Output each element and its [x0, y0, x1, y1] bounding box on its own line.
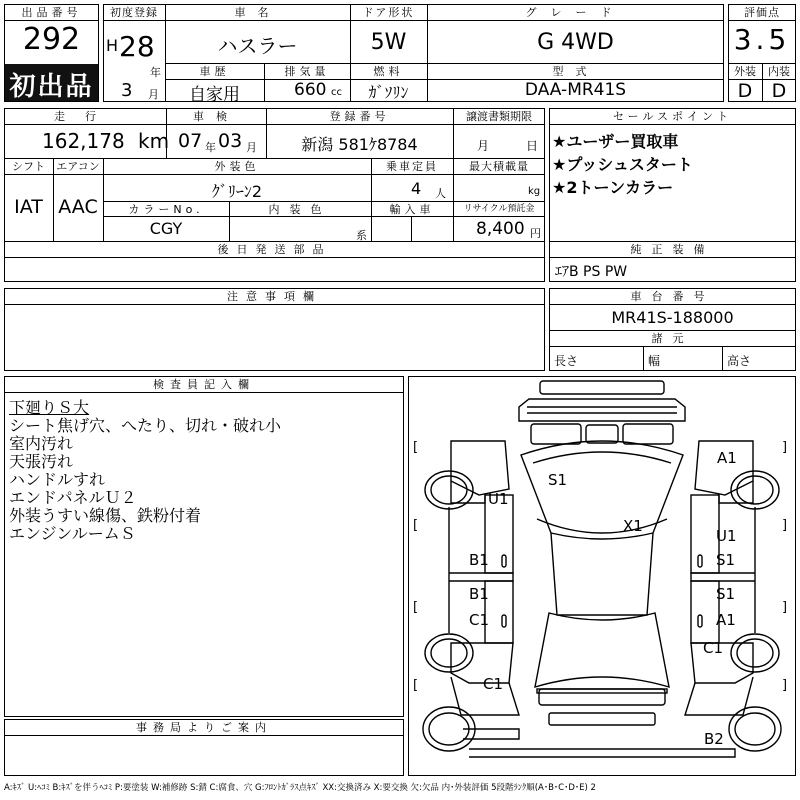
chassis-number: MR41S-188000: [611, 308, 734, 327]
height-label: 高さ: [727, 354, 752, 368]
transfer-label: 譲渡書類期限: [466, 110, 532, 123]
inspection-month-unit: 月: [246, 141, 257, 154]
inspector-line: ハンドルすれ: [9, 470, 106, 489]
model-label: 型式: [552, 65, 599, 78]
chassis-label: 車台番号: [630, 290, 715, 303]
damage-mark: B2: [704, 730, 724, 748]
era: H: [106, 36, 119, 55]
damage-mark: C1: [469, 611, 490, 629]
first-reg-label: 初度登録: [110, 6, 158, 19]
damage-mark: X1: [623, 517, 643, 535]
notes-label: 注意事項欄: [227, 290, 322, 303]
inspection-year-unit: 年: [205, 141, 216, 154]
fuel-label: 燃料: [373, 65, 404, 78]
model-code: DAA-MR41S: [524, 80, 627, 100]
inspection-year: 07: [178, 130, 203, 152]
inspector-label: 検査員記入欄: [153, 378, 255, 391]
load-label: 最大積載量: [469, 160, 529, 173]
inspector-line: 室内汚れ: [9, 434, 74, 453]
inspector-line: シート焦げ穴、へたり、切れ・破れ小: [9, 416, 282, 435]
transfer-day: 日: [526, 139, 539, 153]
bracket-mark: [: [413, 440, 419, 455]
bracket-mark: ]: [782, 440, 788, 455]
reg-year-unit: 年: [150, 66, 161, 79]
damage-mark: A1: [716, 611, 736, 629]
history: 自家用: [189, 85, 240, 105]
mileage-unit: km: [138, 129, 170, 153]
car-diagram: [409, 377, 795, 775]
ac-label: エアコン: [56, 160, 100, 173]
equipment-label: 純正装備: [630, 243, 715, 256]
bracket-mark: ]: [782, 600, 788, 615]
reg-month: 3: [121, 80, 133, 101]
damage-mark: B1: [469, 585, 489, 603]
car-name: ハスラー: [217, 34, 298, 58]
capacity-unit: 人: [435, 187, 446, 200]
sales-point: ★プッシュスタート: [552, 155, 693, 174]
inspector-line: 下廻りＳ大: [9, 398, 90, 417]
reg-year: 28: [119, 30, 155, 63]
inspection-label: 車検: [193, 110, 239, 123]
damage-mark: B1: [469, 551, 489, 569]
plate-label: 登録番号: [329, 110, 390, 123]
bracket-mark: ]: [782, 678, 788, 693]
shift: IAT: [14, 196, 43, 218]
reg-month-unit: 月: [148, 88, 159, 101]
history-label: 車歴: [199, 65, 230, 78]
shift-label: シフト: [12, 160, 45, 173]
bracket-mark: [: [413, 678, 419, 693]
grade: G 4WD: [537, 30, 614, 55]
capacity-label: 乗車定員: [386, 160, 438, 173]
capacity: 4: [411, 179, 422, 198]
sales-point: ★2トーンカラー: [552, 178, 674, 197]
color-no-label: カラーNo.: [128, 203, 204, 216]
exterior-color: ｸﾞﾘｰﾝ2: [211, 182, 263, 201]
inspection-month: 03: [218, 130, 243, 152]
dims-label: 諸元: [651, 332, 694, 345]
interior-grade-label: 内装: [768, 65, 790, 78]
door-label: ドア形状: [362, 6, 415, 19]
inspector-line: 外装うすい線傷、鉄粉付着: [9, 506, 202, 525]
damage-mark: C1: [483, 675, 504, 693]
recycle-fee: 8,400: [476, 219, 525, 239]
fuel: ｶﾞｿﾘﾝ: [368, 83, 409, 102]
score-label: 評価点: [744, 6, 780, 19]
equipment: ｴｱB PS PW: [555, 264, 628, 280]
mileage: 162,178: [42, 129, 125, 153]
transfer-month: 月: [477, 139, 490, 153]
sales-points-label: セールスポイント: [612, 110, 732, 123]
bracket-mark: [: [413, 600, 419, 615]
interior-color-unit: 系: [356, 229, 367, 242]
door-type: 5W: [370, 30, 407, 55]
inspector-line: エンジンルームＳ: [9, 524, 136, 543]
color-no: CGY: [149, 219, 183, 238]
damage-mark: C1: [703, 639, 724, 657]
damage-mark: S1: [716, 551, 736, 569]
ac: AAC: [58, 196, 98, 218]
damage-mark: A1: [717, 449, 737, 467]
exterior-grade-label: 外装: [734, 65, 756, 78]
load-unit: kg: [528, 186, 541, 197]
exterior-color-label: 外装色: [214, 160, 260, 173]
displacement: 660: [294, 80, 327, 100]
mileage-label: 走行: [54, 110, 116, 123]
damage-mark: S1: [548, 471, 568, 489]
damage-mark: S1: [716, 585, 736, 603]
score: 3.5: [733, 23, 791, 56]
inspector-line: 天張汚れ: [9, 452, 74, 471]
bracket-mark: [: [413, 518, 419, 533]
grade-label: グレード: [525, 6, 626, 19]
lot-number-label: 出品番号: [21, 6, 82, 19]
length-label: 長さ: [554, 354, 579, 368]
interior-grade: D: [771, 80, 787, 102]
displacement-label: 排気量: [284, 65, 330, 78]
displacement-unit: cc: [331, 87, 342, 98]
later-parts-label: 後日発送部品: [217, 243, 332, 256]
width-label: 幅: [648, 354, 661, 368]
exterior-grade: D: [737, 80, 753, 102]
bracket-mark: ]: [782, 518, 788, 533]
recycle-label: リサイクル預託金: [463, 204, 535, 214]
damage-mark: U1: [716, 527, 737, 545]
first-listing-label: 初出品: [9, 72, 94, 102]
plate: 新潟 581ｹ8784: [301, 135, 418, 154]
office-label: 事務局よりご案内: [136, 721, 272, 734]
sales-point: ★ユーザー買取車: [552, 132, 679, 151]
recycle-unit: 円: [530, 227, 541, 240]
damage-mark: U1: [488, 490, 509, 508]
inspector-line: エンドパネルＵ２: [9, 488, 137, 507]
interior-color-label: 内装色: [268, 203, 332, 216]
legend: A:ｷｽﾞ U:ﾍｺﾐ B:ｷｽﾞを伴うﾍｺﾐ P:要塗装 W:補修跡 S:錆 C:腐食、穴 G:ﾌﾛﾝﾄｶﾞﾗｽ点ｷｽﾞ XX:交換済み X:要交換 欠:欠品 内･外装評価 5段階ﾗﾝｸ順(A･B･C･D･E) 2: [4, 783, 596, 793]
car-name-label: 車名: [234, 6, 281, 19]
lot-number: 292: [22, 22, 81, 57]
import-label: 輸入車: [389, 203, 435, 216]
